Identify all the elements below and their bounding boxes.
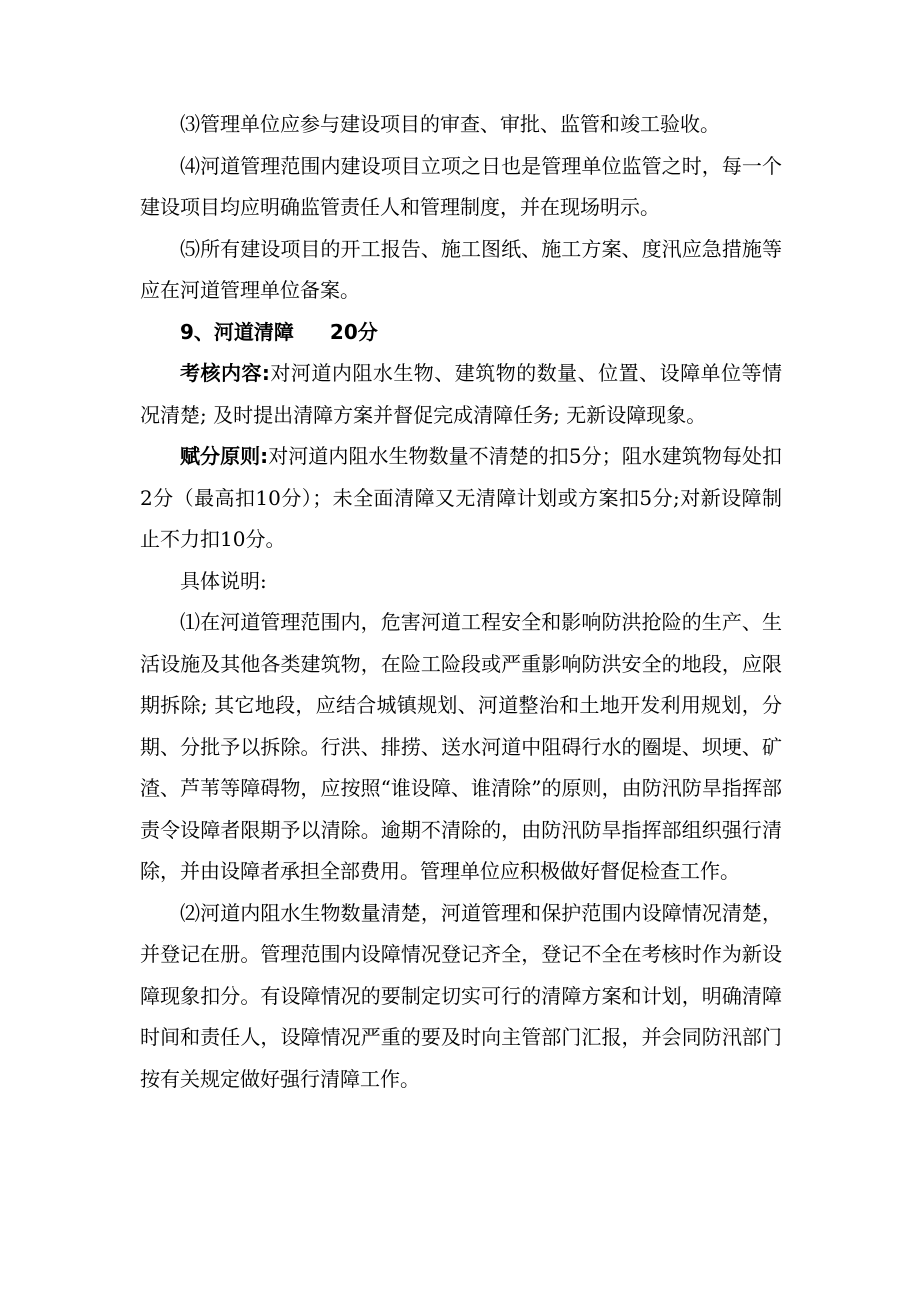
paragraph-item-5: ⑸所有建设项目的开工报告、施工图纸、施工方案、度汛应急措施等应在河道管理单位备案。 [140, 236, 782, 302]
assessment-label: 考核内容: [180, 361, 270, 385]
details-intro: 具体说明: [180, 568, 267, 593]
assessment-text: 对河道内阻水生物、建筑物的数量、位置、设障单位等情况清楚; 及时提出清障方案并督促完成清障任务; 无新设障现象。 [140, 361, 783, 427]
scoring-paragraph [140, 436, 782, 561]
document-page [140, 104, 782, 1100]
scoring-label: 赋分原则: [180, 444, 269, 468]
section-title: 9、河道清障 [180, 319, 294, 344]
detail-item-2: ⑵河道内阻水生物数量清楚，河道管理和保护范围内设障情况清楚，并登记在册。管理范围内设障情况登记齐全，登记不全在考核时作为新设障现象扣分。有设障情况的要制定切实可行的清障方案和计划，明确清障时间和责任人，设障情况严重的要及时向主管部门汇报，并会同防汛部门按有关规定做好强行清障工作。 [140, 900, 782, 1091]
section-score: 20分 [329, 319, 378, 344]
assessment-paragraph [140, 353, 782, 436]
paragraph-item-4: ⑷河道管理范围内建设项目立项之日也是管理单位监管之时，每一个建设项目均应明确监管责任人和管理制度，并在现场明示。 [140, 153, 782, 219]
paragraph-item-3: ⑶管理单位应参与建设项目的审查、审批、监管和竣工验收。 [180, 112, 720, 136]
scoring-text: 对河道内阻水生物数量不清楚的扣5分；阻水建筑物每处扣2分（最高扣10分）；未全面清障又无清障计划或方案扣5分;对新设障制止不力扣10分。 [140, 444, 782, 551]
detail-item-1: ⑴在河道管理范围内，危害河道工程安全和影响防洪抢险的生产、生活设施及其他各类建筑物，在险工险段或严重影响防洪安全的地段，应限期拆除; 其它地段，应结合城镇规划、河道整治和土地开发利用规划，分期、分批予以拆除。行洪、排捞、送水河道中阻碍行水的圈堤、坝埂、矿渣、芦苇等障碍物，应按照“谁设障、谁清除”的原则，由防汛防旱指挥部责令设障者限期予以清除。逾期不清除的，由防汛防旱指挥部组织强行清除，并由设障者承担全部费用。管理单位应积极做好督促检查工作。 [140, 610, 782, 883]
section-heading [140, 312, 782, 354]
